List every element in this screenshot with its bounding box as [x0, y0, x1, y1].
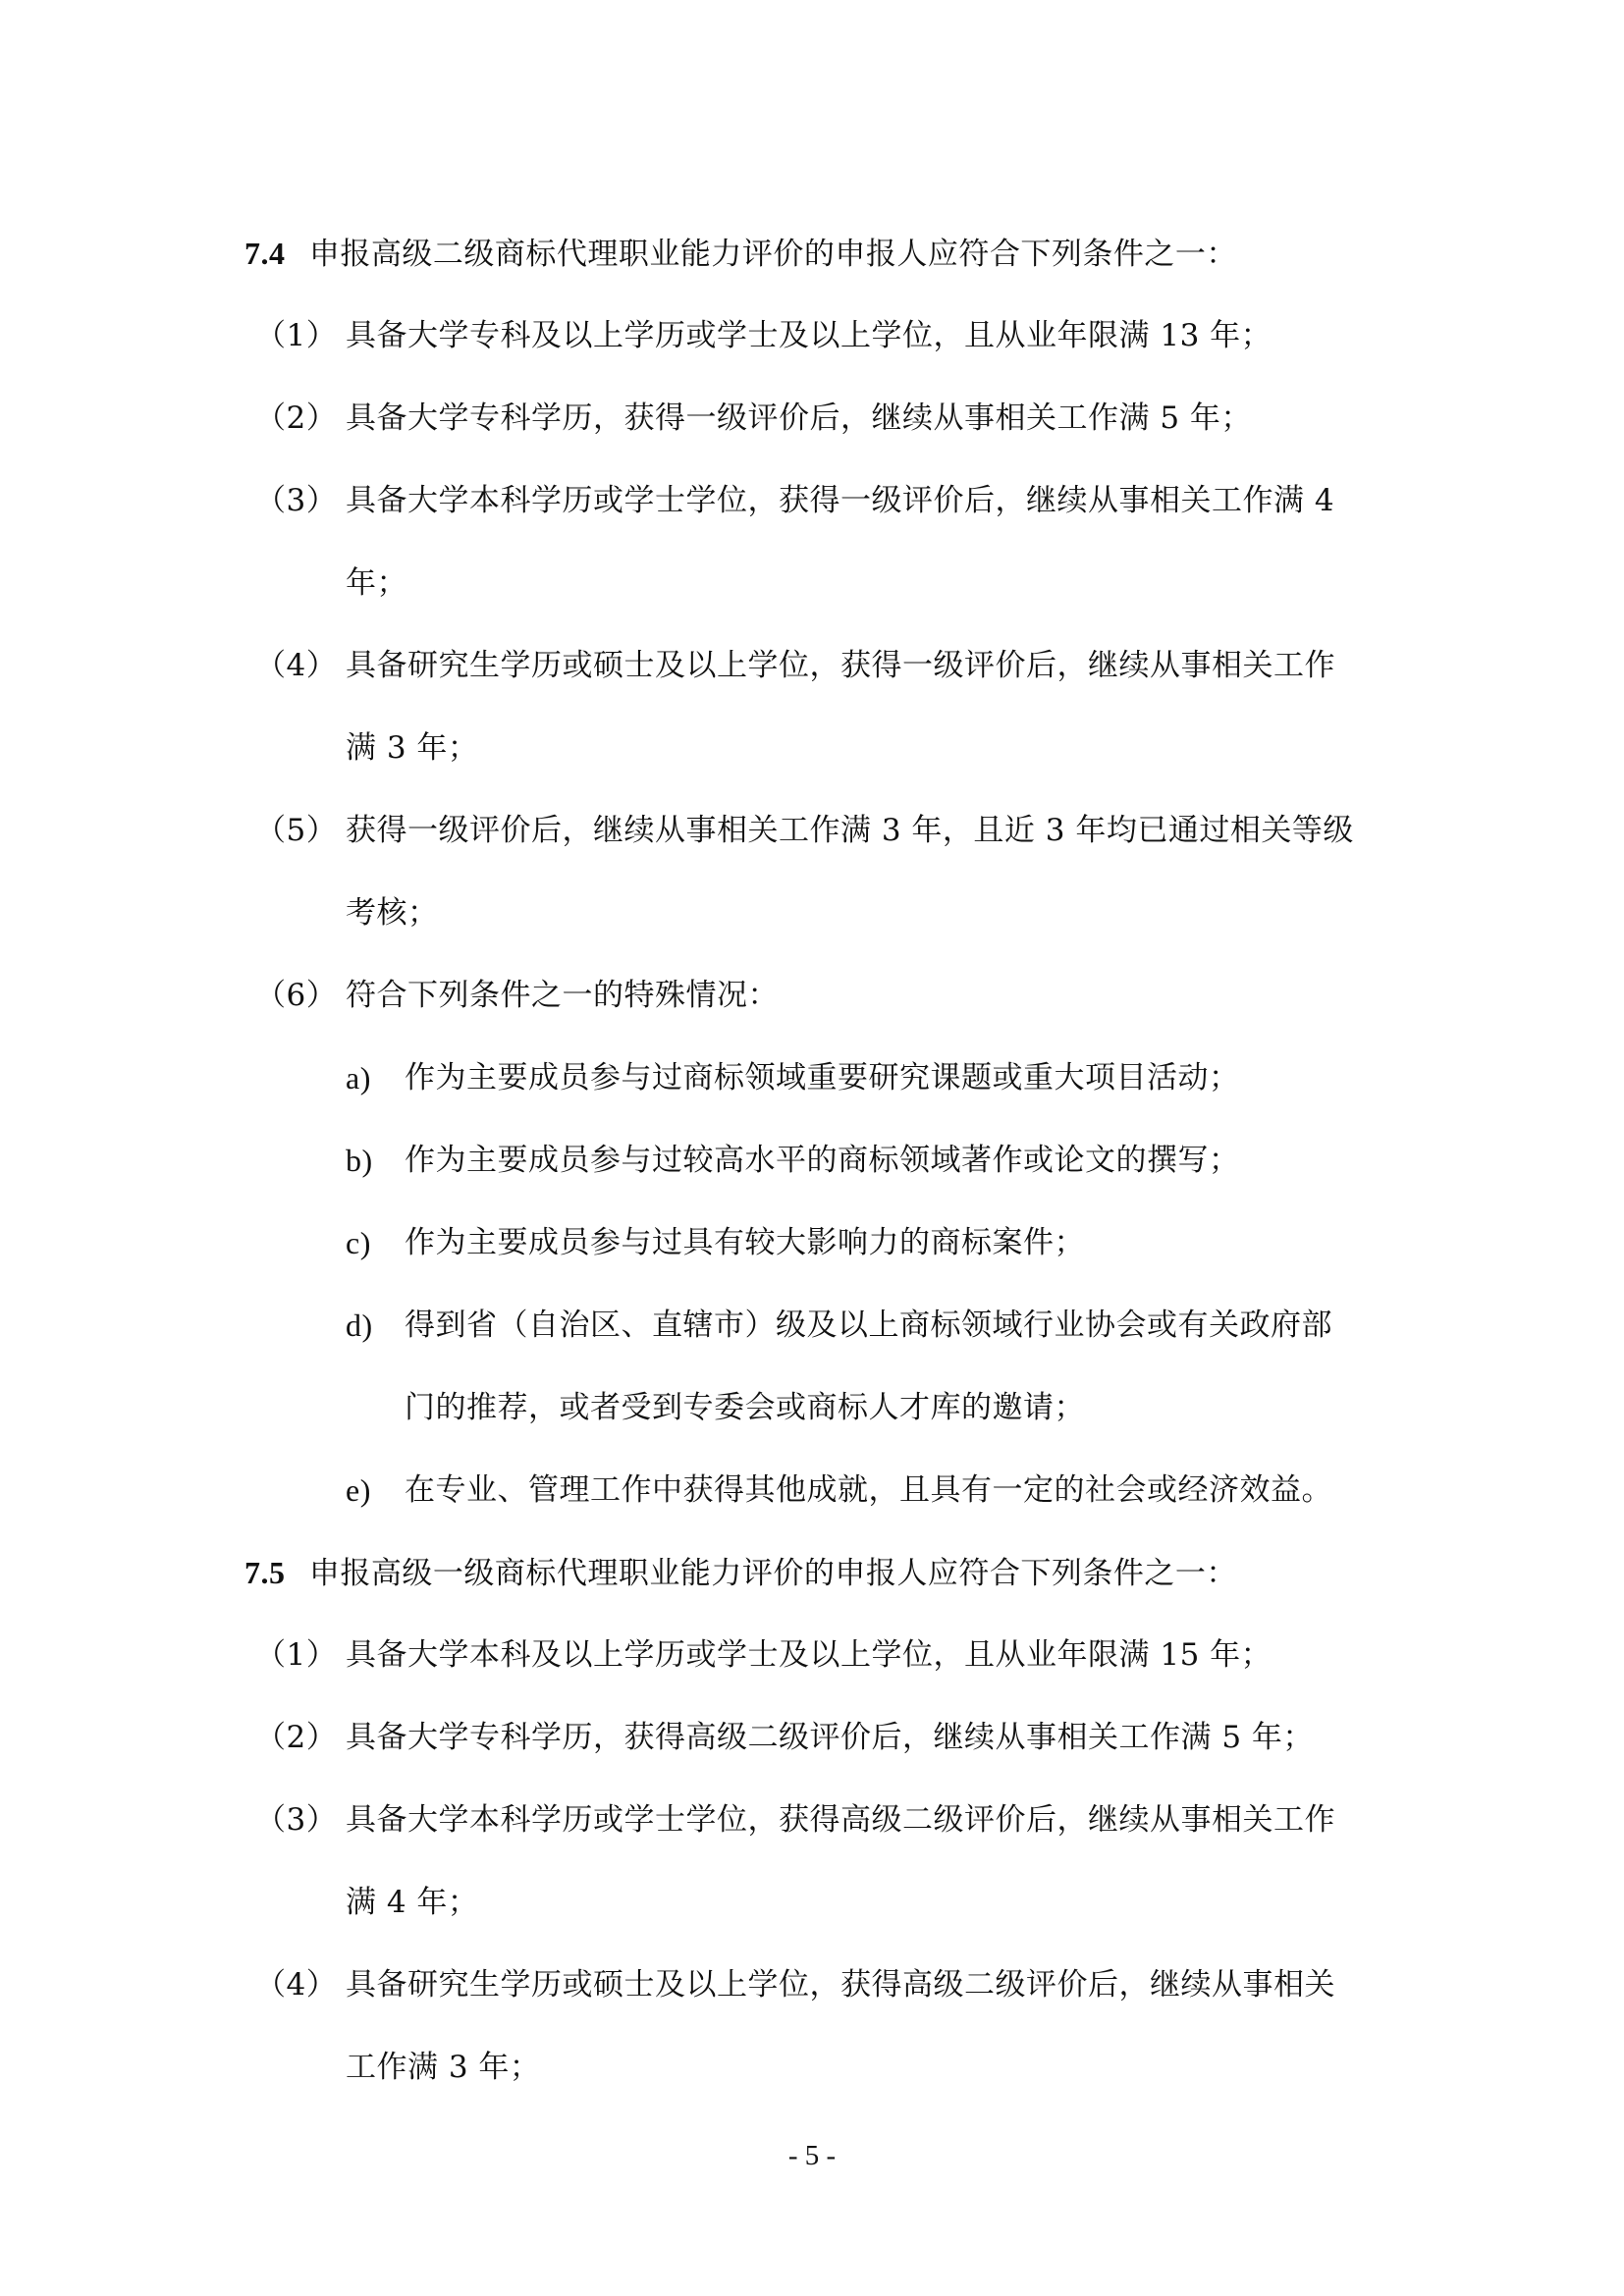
section-heading-text: 申报高级二级商标代理职业能力评价的申报人应符合下列条件之一：: [308, 237, 1237, 272]
list-item-text: 具备大学专科及以上学历或学士及以上学位，且从业年限满 13 年；: [346, 318, 1272, 353]
section-heading-7-5: [244, 1553, 1237, 1593]
subitem-text: 作为主要成员参与过商标领域重要研究课题或重大项目活动；: [405, 1060, 1240, 1095]
list-item-7-4-5: [255, 811, 337, 850]
section-heading-7-4: [244, 234, 1237, 274]
list-item-7-4-4: [255, 646, 337, 685]
subitem-index-d: d): [346, 1308, 373, 1343]
list-item-text-continued: 年；: [346, 565, 407, 601]
list-item-7-5-3: [255, 1800, 337, 1840]
section-heading-text: 申报高级一级商标代理职业能力评价的申报人应符合下列条件之一：: [308, 1556, 1237, 1591]
list-item-7-4-6: [255, 976, 337, 1015]
subitem-index-a: a): [346, 1060, 371, 1095]
list-item-text-continued: 考核；: [346, 895, 439, 931]
list-item-text: 具备大学本科学历或学士学位，获得高级二级评价后，继续从事相关工作: [346, 1802, 1335, 1838]
list-item-text-continued: 工作满 3 年；: [346, 2050, 541, 2085]
item-index: （2）: [255, 1720, 338, 1755]
list-item-text-continued: 满 3 年；: [346, 730, 479, 766]
list-item-text-continued: 满 4 年；: [346, 1885, 479, 1920]
page-number: - 5 -: [787, 2140, 837, 2171]
item-index: （5）: [255, 813, 338, 848]
list-item-text: 获得一级评价后，继续从事相关工作满 3 年，且近 3 年均已通过相关等级: [346, 813, 1354, 848]
subitem-text: 作为主要成员参与过较高水平的商标领域著作或论文的撰写；: [405, 1143, 1240, 1178]
list-item-7-4-3: [255, 481, 337, 520]
list-item-text: 具备大学专科学历，获得高级二级评价后，继续从事相关工作满 5 年；: [346, 1720, 1314, 1755]
list-item-text: 具备研究生学历或硕士及以上学位，获得一级评价后，继续从事相关工作: [346, 648, 1335, 683]
item-index: （4）: [255, 1967, 338, 2002]
list-item-7-5-1: [255, 1635, 337, 1675]
subitem-index-e: e): [346, 1472, 371, 1508]
subitem-text: 作为主要成员参与过具有较大影响力的商标案件；: [405, 1225, 1085, 1260]
item-index: （3）: [255, 483, 338, 518]
subitem-text: 在专业、管理工作中获得其他成就，且具有一定的社会或经济效益。: [405, 1472, 1332, 1508]
list-item-7-4-1: [255, 316, 337, 355]
subitem-text: 得到省（自治区、直辖市）级及以上商标领域行业协会或有关政府部: [405, 1308, 1332, 1343]
item-index: （4）: [255, 648, 338, 683]
list-item-7-5-2: [255, 1718, 337, 1757]
list-item-text: 具备大学专科学历，获得一级评价后，继续从事相关工作满 5 年；: [346, 400, 1252, 436]
section-number: 7.4: [244, 236, 286, 271]
list-item-text: 具备大学本科及以上学历或学士及以上学位，且从业年限满 15 年；: [346, 1637, 1272, 1673]
list-item-text: 符合下列条件之一的特殊情况：: [346, 978, 779, 1013]
item-index: （3）: [255, 1802, 338, 1838]
section-number: 7.5: [244, 1555, 286, 1590]
list-item-7-4-2: [255, 399, 337, 438]
subitem-text-continued: 门的推荐，或者受到专委会或商标人才库的邀请；: [405, 1390, 1085, 1425]
list-item-7-5-4: [255, 1965, 337, 2004]
item-index: （6）: [255, 978, 338, 1013]
item-index: （1）: [255, 1637, 338, 1673]
list-item-text: 具备大学本科学历或学士学位，获得一级评价后，继续从事相关工作满 4: [346, 483, 1335, 518]
item-index: （1）: [255, 318, 338, 353]
subitem-index-c: c): [346, 1225, 371, 1260]
list-item-text: 具备研究生学历或硕士及以上学位，获得高级二级评价后，继续从事相关: [346, 1967, 1335, 2002]
item-index: （2）: [255, 400, 338, 436]
subitem-index-b: b): [346, 1143, 373, 1178]
